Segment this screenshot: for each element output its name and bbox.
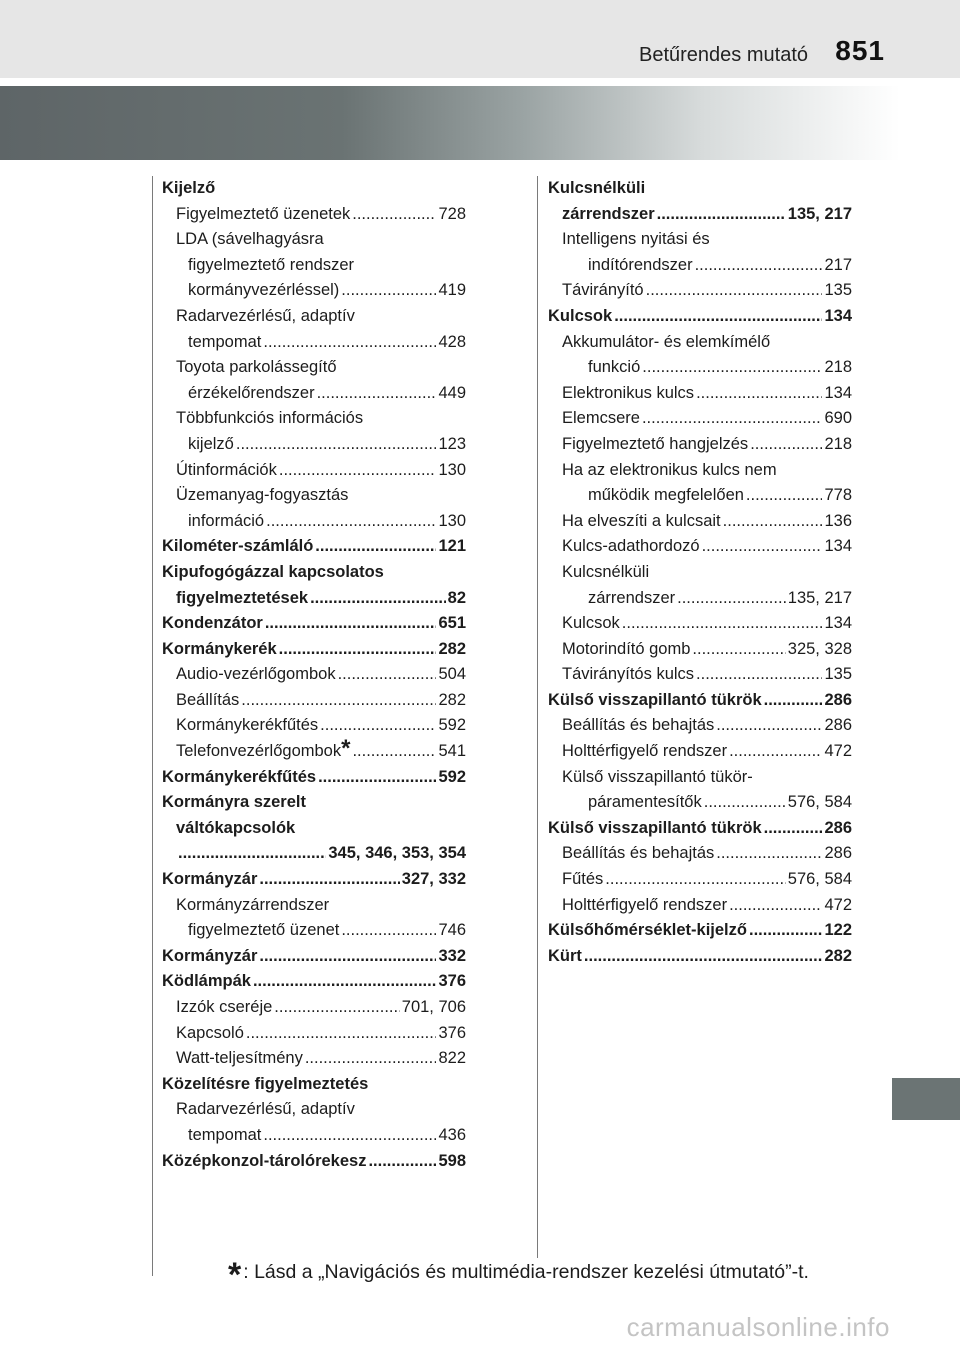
index-entry bbox=[548, 765, 852, 791]
page-number: 851 bbox=[835, 35, 885, 66]
dot-leader bbox=[236, 432, 437, 458]
entry-label: Kormányzárrendszer bbox=[176, 895, 330, 914]
dot-leader bbox=[642, 355, 822, 381]
dot-leader bbox=[279, 637, 437, 663]
entry-label: Kürt bbox=[548, 946, 582, 965]
index-entry bbox=[548, 330, 852, 356]
index-entry bbox=[162, 278, 466, 304]
entry-page-number: 332 bbox=[438, 946, 466, 965]
entry-label: Intelligens nyitási és bbox=[562, 230, 710, 249]
index-entry bbox=[548, 278, 852, 304]
index-entry bbox=[162, 432, 466, 458]
index-entry bbox=[162, 944, 466, 970]
entry-label: funkció bbox=[588, 358, 641, 377]
entry-page-number: 701, 706 bbox=[401, 998, 466, 1016]
dot-leader bbox=[241, 688, 436, 714]
index-entry bbox=[162, 713, 466, 739]
section-title: Betűrendes mutató bbox=[639, 44, 808, 66]
index-entry bbox=[548, 867, 852, 893]
entry-label: Ha elveszíti a kulcsait bbox=[562, 511, 721, 530]
watermark: carmanualsonline.info bbox=[626, 1312, 890, 1342]
entry-page-number: 135 bbox=[824, 281, 852, 300]
index-entry bbox=[548, 560, 852, 586]
entry-label: Üzemanyag-fogyasztás bbox=[176, 486, 349, 505]
entry-page-number: 282 bbox=[438, 690, 466, 709]
entry-label: figyelmeztetések bbox=[176, 588, 309, 607]
dot-leader bbox=[338, 662, 437, 688]
entry-page-number: 376 bbox=[438, 1023, 466, 1042]
entry-label: Kulcsnélküli bbox=[548, 179, 646, 197]
entry-label: Kormányzár bbox=[162, 946, 258, 965]
entry-page-number: 286 bbox=[824, 716, 852, 735]
index-entry bbox=[162, 1021, 466, 1047]
entry-page-number: 135, 217 bbox=[787, 204, 852, 223]
index-entry bbox=[548, 432, 852, 458]
footnote bbox=[228, 1255, 809, 1292]
index-entry bbox=[162, 995, 466, 1021]
dot-leader bbox=[305, 1046, 437, 1072]
entry-page-number: 376 bbox=[438, 972, 466, 991]
entry-label: Távirányítós kulcs bbox=[562, 665, 695, 684]
entry-label: LDA (sávelhagyásra bbox=[176, 230, 324, 249]
index-entry bbox=[548, 483, 852, 509]
entry-page-number: 136 bbox=[824, 511, 852, 530]
index-entry bbox=[548, 176, 852, 202]
entry-label: Kipufogógázzal kapcsolatos bbox=[162, 562, 384, 581]
entry-page-number: 576, 584 bbox=[787, 793, 852, 812]
entry-label: Izzók cseréje bbox=[176, 998, 273, 1016]
index-entry bbox=[162, 355, 466, 381]
dot-leader bbox=[274, 995, 399, 1021]
dot-leader bbox=[692, 637, 785, 663]
entry-page-number: 419 bbox=[438, 281, 466, 300]
entry-label: Beállítás és behajtás bbox=[562, 716, 715, 735]
entry-label: Kondenzátor bbox=[162, 614, 263, 633]
entry-label: Közelítésre figyelmeztetés bbox=[162, 1074, 369, 1093]
index-entry bbox=[548, 304, 852, 330]
entry-label: Kormánykerék bbox=[162, 639, 277, 658]
index-entry bbox=[162, 841, 466, 867]
entry-label: információ bbox=[188, 511, 265, 530]
index-entry bbox=[548, 509, 852, 535]
entry-page-number: 449 bbox=[438, 383, 466, 402]
dot-leader bbox=[320, 713, 436, 739]
entry-label: Kulcs-adathordozó bbox=[562, 537, 700, 556]
dot-leader bbox=[764, 688, 823, 714]
index-entry bbox=[162, 1149, 466, 1175]
left-column-rule bbox=[152, 176, 153, 1276]
entry-page-number: 690 bbox=[824, 409, 852, 428]
entry-page-number: 651 bbox=[438, 614, 466, 633]
entry-page-number: 134 bbox=[824, 383, 852, 402]
entry-page-number: 746 bbox=[438, 921, 466, 940]
entry-label: tempomat bbox=[188, 1125, 262, 1144]
entry-page-number: 472 bbox=[824, 895, 852, 914]
entry-label: érzékelőrendszer bbox=[188, 383, 315, 402]
entry-label: Távirányító bbox=[562, 281, 644, 300]
dot-leader bbox=[764, 816, 823, 842]
entry-label: Ködlámpák bbox=[162, 972, 251, 991]
entry-label: Telefonvezérlőgombok bbox=[176, 742, 342, 761]
dot-leader bbox=[749, 918, 822, 944]
index-entry bbox=[548, 534, 852, 560]
entry-label: Ha az elektronikus kulcs nem bbox=[562, 460, 777, 479]
entry-page-number: 325, 328 bbox=[787, 639, 852, 658]
index-entry bbox=[162, 227, 466, 253]
dot-leader bbox=[341, 918, 436, 944]
entry-page-number: 218 bbox=[824, 358, 852, 377]
index-entry bbox=[162, 586, 466, 612]
entry-label: Kijelző bbox=[162, 179, 216, 197]
page-header-bar bbox=[0, 0, 960, 78]
dot-leader bbox=[716, 713, 822, 739]
entry-label: Elemcsere bbox=[562, 409, 640, 428]
entry-label: Kilométer-számláló bbox=[162, 537, 314, 556]
entry-page-number: 82 bbox=[447, 588, 466, 607]
index-entry bbox=[162, 1072, 466, 1098]
entry-label: Radarvezérlésű, adaptív bbox=[176, 1100, 355, 1119]
dot-leader bbox=[605, 867, 785, 893]
dot-leader bbox=[614, 304, 822, 330]
entry-page-number: 428 bbox=[438, 332, 466, 351]
index-entry bbox=[162, 253, 466, 279]
column-divider bbox=[537, 176, 538, 1258]
index-entry bbox=[548, 893, 852, 919]
dot-leader bbox=[723, 509, 823, 535]
index-entry bbox=[548, 202, 852, 228]
entry-label: Figyelmeztető üzenetek bbox=[176, 204, 351, 223]
index-entry bbox=[548, 227, 852, 253]
entry-label: Kulcsok bbox=[562, 614, 620, 633]
entry-label: Beállítás bbox=[176, 690, 240, 709]
index-entry bbox=[162, 918, 466, 944]
entry-label: kormányvezérléssel) bbox=[188, 281, 340, 300]
entry-label: zárrendszer bbox=[562, 204, 655, 223]
entry-page-number: 123 bbox=[438, 434, 466, 453]
entry-label: figyelmeztető üzenet bbox=[188, 921, 340, 940]
index-entry bbox=[162, 304, 466, 330]
entry-label: Kormányra szerelt bbox=[162, 793, 306, 812]
dot-leader bbox=[317, 381, 437, 407]
entry-label: Külsőhőmérséklet-kijelző bbox=[548, 921, 747, 940]
dot-leader bbox=[263, 1123, 436, 1149]
dot-leader bbox=[265, 611, 437, 637]
entry-page-number: 728 bbox=[438, 204, 466, 223]
header-gradient-band bbox=[0, 86, 900, 160]
dot-leader bbox=[584, 944, 823, 970]
index-entry bbox=[162, 1123, 466, 1149]
entry-label: Többfunkciós információs bbox=[176, 409, 364, 428]
entry-page-number: 504 bbox=[438, 665, 466, 684]
index-entry bbox=[162, 509, 466, 535]
dot-leader bbox=[716, 841, 822, 867]
entry-page-number: 778 bbox=[824, 486, 852, 505]
entry-label: Motorindító gomb bbox=[562, 639, 691, 658]
index-entry bbox=[548, 253, 852, 279]
index-entry bbox=[162, 765, 466, 791]
dot-leader bbox=[657, 202, 786, 228]
index-entry bbox=[548, 406, 852, 432]
entry-page-number: 576, 584 bbox=[787, 870, 852, 889]
entry-page-number: 130 bbox=[438, 460, 466, 479]
dot-leader bbox=[259, 944, 436, 970]
entry-page-number: 217 bbox=[824, 255, 852, 274]
index-entry bbox=[548, 381, 852, 407]
entry-label: Toyota parkolássegítő bbox=[176, 358, 337, 377]
index-entry bbox=[548, 944, 852, 970]
entry-page-number: 327, 332 bbox=[401, 870, 466, 889]
entry-label: Középkonzol-tárolórekesz bbox=[162, 1151, 367, 1170]
index-entry bbox=[548, 739, 852, 765]
index-entry bbox=[162, 458, 466, 484]
index-entry bbox=[162, 816, 466, 842]
dot-leader bbox=[259, 867, 399, 893]
index-entry bbox=[548, 662, 852, 688]
index-entry: Telefonvezérlőgombok * ..... 541 bbox=[162, 739, 466, 765]
entry-page-number: 345, 346, 353, 354 bbox=[328, 844, 466, 863]
index-entry bbox=[162, 483, 466, 509]
entry-page-number: 218 bbox=[824, 434, 852, 453]
entry-page-number: 286 bbox=[824, 690, 852, 709]
index-entry bbox=[162, 1046, 466, 1072]
entry-label: Külső visszapillantó tükrök bbox=[548, 818, 762, 837]
entry-label: Kapcsoló bbox=[176, 1023, 244, 1042]
index-entry bbox=[162, 893, 466, 919]
dot-leader bbox=[279, 458, 437, 484]
chapter-tab bbox=[892, 1078, 960, 1120]
entry-page-number: 286 bbox=[824, 818, 852, 837]
entry-page-number: 135 bbox=[824, 665, 852, 684]
entry-label: Külső visszapillantó tükrök bbox=[548, 690, 762, 709]
dot-leader bbox=[352, 739, 436, 765]
dot-leader bbox=[696, 381, 822, 407]
index-entry bbox=[162, 560, 466, 586]
entry-page-number: 541 bbox=[438, 742, 466, 761]
entry-page-number: 598 bbox=[438, 1151, 466, 1170]
entry-page-number: 134 bbox=[824, 306, 852, 325]
dot-leader bbox=[746, 483, 823, 509]
entry-label: Holttérfigyelő rendszer bbox=[562, 895, 728, 914]
entry-page-number: 135, 217 bbox=[787, 588, 852, 607]
entry-page-number: 282 bbox=[438, 639, 466, 658]
entry-label: indítórendszer bbox=[588, 255, 693, 274]
entry-label: Audio-vezérlőgombok bbox=[176, 665, 336, 684]
dot-leader bbox=[729, 893, 822, 919]
dot-leader bbox=[750, 432, 822, 458]
entry-label: Watt-teljesítmény bbox=[176, 1049, 303, 1068]
index-entry bbox=[162, 688, 466, 714]
dot-leader bbox=[729, 739, 822, 765]
index-entry bbox=[548, 918, 852, 944]
dot-leader bbox=[178, 841, 326, 867]
entry-page-number: 436 bbox=[438, 1125, 466, 1144]
entry-page-number: 286 bbox=[824, 844, 852, 863]
entry-page-number: 134 bbox=[824, 537, 852, 556]
entry-page-number: 130 bbox=[438, 511, 466, 530]
dot-leader bbox=[646, 278, 823, 304]
entry-label: kijelző bbox=[188, 434, 234, 453]
index-entry bbox=[162, 381, 466, 407]
entry-label: Útinformációk bbox=[176, 460, 277, 479]
footnote-text: : Lásd a „Navigációs és multimédia-rendszer kezelési útmutató”-t. bbox=[243, 1261, 809, 1283]
index-column-left bbox=[162, 176, 466, 1174]
entry-label: Kormánykerékfűtés bbox=[176, 716, 319, 735]
dot-leader bbox=[622, 611, 823, 637]
index-entry bbox=[162, 406, 466, 432]
index-entry bbox=[162, 790, 466, 816]
entry-label: Kormányzár bbox=[162, 870, 258, 889]
entry-label: váltókapcsolók bbox=[176, 818, 296, 837]
index-entry bbox=[162, 330, 466, 356]
dot-leader bbox=[677, 586, 786, 612]
dot-leader bbox=[368, 1149, 436, 1175]
index-entry bbox=[162, 637, 466, 663]
entry-label: Beállítás és behajtás bbox=[562, 844, 715, 863]
dot-leader bbox=[642, 406, 823, 432]
dot-leader bbox=[253, 969, 437, 995]
entry-label: páramentesítők bbox=[588, 793, 702, 812]
index-entry bbox=[162, 534, 466, 560]
dot-leader bbox=[315, 534, 436, 560]
index-entry bbox=[162, 867, 466, 893]
index-entry bbox=[162, 662, 466, 688]
entry-label: zárrendszer bbox=[588, 588, 676, 607]
entry-label: Fűtés bbox=[562, 870, 604, 889]
entry-label: Radarvezérlésű, adaptív bbox=[176, 306, 355, 325]
entry-page-number: 122 bbox=[824, 921, 852, 940]
entry-label: Akkumulátor- és elemkímélő bbox=[562, 332, 771, 351]
index-entry bbox=[548, 355, 852, 381]
entry-page-number: 282 bbox=[824, 946, 852, 965]
entry-label: Kulcsnélküli bbox=[562, 562, 650, 581]
entry-page-number: 472 bbox=[824, 742, 852, 761]
index-entry bbox=[162, 1097, 466, 1123]
footnote-marker: * bbox=[228, 1256, 242, 1294]
entry-page-number: 121 bbox=[438, 537, 466, 556]
entry-label: figyelmeztető rendszer bbox=[188, 255, 354, 274]
index-column-right bbox=[548, 176, 852, 969]
entry-page-number: 822 bbox=[438, 1049, 466, 1068]
entry-label: Figyelmeztető hangjelzés bbox=[562, 434, 749, 453]
index-entry bbox=[548, 458, 852, 484]
index-entry bbox=[548, 816, 852, 842]
dot-leader bbox=[696, 662, 822, 688]
dot-leader bbox=[263, 330, 436, 356]
index-entry bbox=[548, 637, 852, 663]
entry-label: Elektronikus kulcs bbox=[562, 383, 695, 402]
dot-leader bbox=[266, 509, 436, 535]
dot-leader bbox=[704, 790, 786, 816]
dot-leader bbox=[310, 586, 446, 612]
dot-leader bbox=[341, 278, 436, 304]
entry-label: Kulcsok bbox=[548, 306, 613, 325]
index-entry bbox=[548, 790, 852, 816]
dot-leader bbox=[702, 534, 823, 560]
dot-leader bbox=[246, 1021, 437, 1047]
index-entry bbox=[548, 688, 852, 714]
entry-page-number: 592 bbox=[438, 716, 466, 735]
dot-leader bbox=[352, 202, 436, 228]
index-entry bbox=[548, 611, 852, 637]
entry-page-number: 134 bbox=[824, 614, 852, 633]
entry-label: tempomat bbox=[188, 332, 262, 351]
entry-label: működik megfelelően bbox=[588, 486, 744, 505]
index-entry bbox=[548, 586, 852, 612]
index-entry bbox=[162, 176, 466, 202]
index-entry bbox=[162, 611, 466, 637]
index-entry bbox=[548, 841, 852, 867]
dot-leader bbox=[695, 253, 823, 279]
dot-leader bbox=[318, 765, 436, 791]
entry-label: Holttérfigyelő rendszer bbox=[562, 742, 728, 761]
entry-page-number: 592 bbox=[438, 767, 466, 786]
index-entry bbox=[548, 713, 852, 739]
entry-label: Külső visszapillantó tükör- bbox=[562, 767, 753, 786]
index-entry bbox=[162, 202, 466, 228]
index-entry bbox=[162, 969, 466, 995]
entry-label: Kormánykerékfűtés bbox=[162, 767, 317, 786]
